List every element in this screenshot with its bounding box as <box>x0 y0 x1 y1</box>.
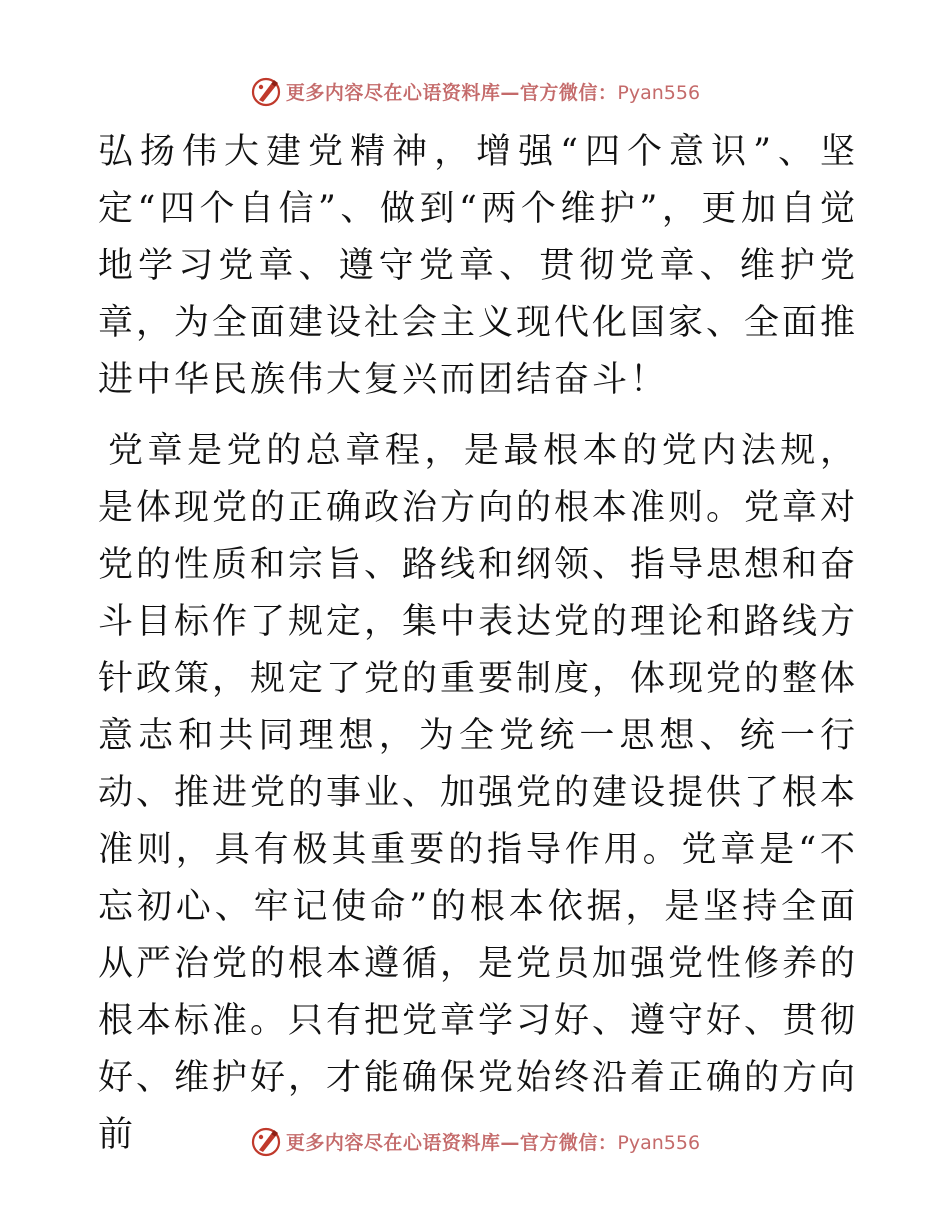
header-label: 更多内容尽在心语资料库—官方微信： <box>285 81 618 104</box>
header-wechat-id: Pyan556 <box>617 81 701 104</box>
footer-label: 更多内容尽在心语资料库—官方微信： <box>285 1131 618 1154</box>
footer-wechat-id: Pyan556 <box>617 1131 701 1154</box>
paragraph: 弘扬伟大建党精神，增强“四个意识”、坚定“四个自信”、做到“两个维护”，更加自觉地学习党章、遵守党章、贯彻党章、维护党章，为全面建设社会主义现代化国家、全面推进中华民族伟大复兴而团结奋斗！ <box>98 132 859 400</box>
header-text <box>286 78 700 105</box>
header-banner <box>0 71 950 111</box>
footer-text <box>286 1128 700 1155</box>
paragraph: 党章是党的总章程，是最根本的党内法规，是体现党的正确政治方向的根本准则。党章对党的性质和宗旨、路线和纲领、指导思想和奋斗目标作了规定，集中表达党的理论和路线方针政策，规定了党的重要制度，体现党的整体意志和共同理想，为全党统一思想、统一行动、推进党的事业、加强党的建设提供了根本准则，具有极其重要的指导作用。党章是“不忘初心、牢记使命”的根本依据，是坚持全面从严治党的根本遵循，是党员加强党性修养的根本标准。只有把党章学习好、遵守好、贯彻好、维护好，才能确保党始终沿着正确的方向前 <box>98 431 859 1155</box>
footer-banner <box>0 1121 950 1161</box>
pen-circle-logo-icon <box>250 75 282 107</box>
pen-circle-logo-icon <box>250 1125 282 1157</box>
document-body <box>98 124 858 1164</box>
